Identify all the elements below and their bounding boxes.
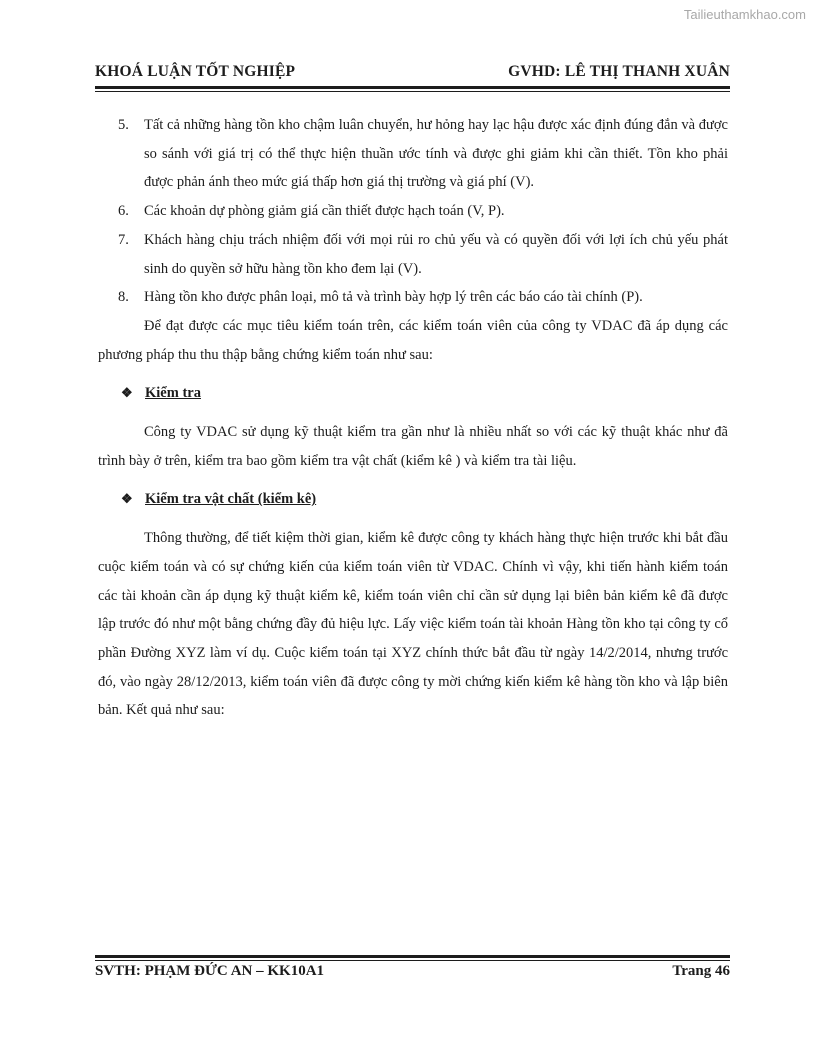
list-item-number: 6.: [118, 203, 129, 220]
page-footer: [95, 963, 730, 980]
list-item: [98, 226, 728, 283]
footer-rule-thick: [95, 955, 730, 958]
watermark: Tailieuthamkhao.com: [683, 7, 806, 22]
footer-student: SVTH: PHẠM ĐỨC AN – KK10A1: [95, 963, 325, 979]
section-heading-text: Kiểm tra vật chất (kiểm kê): [145, 491, 317, 508]
list-item: [98, 111, 728, 197]
header-rule-thin: [95, 91, 730, 92]
list-item-number: 8.: [118, 289, 129, 306]
list-item-number: 5.: [118, 117, 129, 133]
page-number: Trang 46: [672, 963, 730, 979]
list-item-text: Hàng tồn kho được phân loại, mô tả và trình bày hợp lý trên các báo cáo tài chính (P).: [144, 289, 643, 306]
page-body: [98, 111, 728, 725]
list-item-text: Tất cả những hàng tồn kho chậm luân chuyển, hư hỏng hay lạc hậu được xác định đúng đắn và được so sánh với giá trị có thể thực hiện thuần ước tính và được ghi giảm khi cần thiết. Tồn kho phải được phản ánh theo mức giá thấp hơn giá thị trường và giá phí (V).: [144, 117, 728, 191]
diamond-bullet-icon: ❖: [121, 385, 133, 401]
diamond-bullet-icon: ❖: [121, 491, 133, 507]
kiem-tra-paragraph: Công ty VDAC sử dụng kỹ thuật kiểm tra gần như là nhiều nhất so với các kỹ thuật khác như đã trình bày ở trên, kiểm tra bao gồm kiểm tra vật chất (kiểm kê ) và kiểm tra tài liệu.: [98, 424, 728, 469]
footer-rule-thin: [95, 960, 730, 961]
list-item-number: 7.: [118, 231, 129, 248]
header-rule-thick: [95, 86, 730, 89]
section-heading-kiem-ke: [121, 485, 728, 514]
list-item: [98, 197, 728, 226]
intro-paragraph: Để đạt được các mục tiêu kiểm toán trên, các kiểm toán viên của công ty VDAC đã áp dụng các phương pháp thu thu thập bằng chứng kiểm toán như sau:: [98, 317, 728, 363]
list-item: [98, 283, 728, 312]
page-header: [95, 63, 730, 81]
section-heading-text: Kiểm tra: [145, 385, 201, 402]
objectives-list: [98, 111, 728, 312]
list-item-text: Khách hàng chịu trách nhiệm đối với mọi rủi ro chủ yếu và có quyền đối với lợi ích chủ yếu phát sinh do quyền sở hữu hàng tồn kho đem lại (V).: [144, 231, 728, 277]
list-item-text: Các khoản dự phòng giảm giá cần thiết được hạch toán (V, P).: [144, 203, 505, 220]
header-thesis-title: KHOÁ LUẬN TỐT NGHIỆP: [95, 63, 296, 80]
header-advisor: GVHD: LÊ THỊ THANH XUÂN: [508, 63, 730, 80]
kiem-ke-paragraph: Thông thường, để tiết kiệm thời gian, kiểm kê được công ty khách hàng thực hiện trước khi bắt đầu cuộc kiểm toán và có sự chứng kiến của kiểm toán viên từ VDAC. Chính vì vậy, khi tiến hành kiểm toán các tài khoản cần áp dụng kỹ thuật kiểm kê, kiểm toán viên chỉ cần sử dụng lại biên bản kiểm kê đã được lập trước đó như một bằng chứng đầy đủ hiệu lực. Lấy việc kiểm toán tài khoản Hàng tồn kho tại công ty cổ phần Đường XYZ làm ví dụ. Cuộc kiểm toán tại XYZ chính thức bắt đầu từ ngày 14/2/2014, nhưng trước đó, vào ngày 28/12/2013, kiểm toán viên đã được công ty mời chứng kiến kiểm kê hàng tồn kho và lập biên bản. Kết quả như sau:: [98, 530, 728, 719]
section-heading-kiem-tra: [121, 379, 728, 408]
